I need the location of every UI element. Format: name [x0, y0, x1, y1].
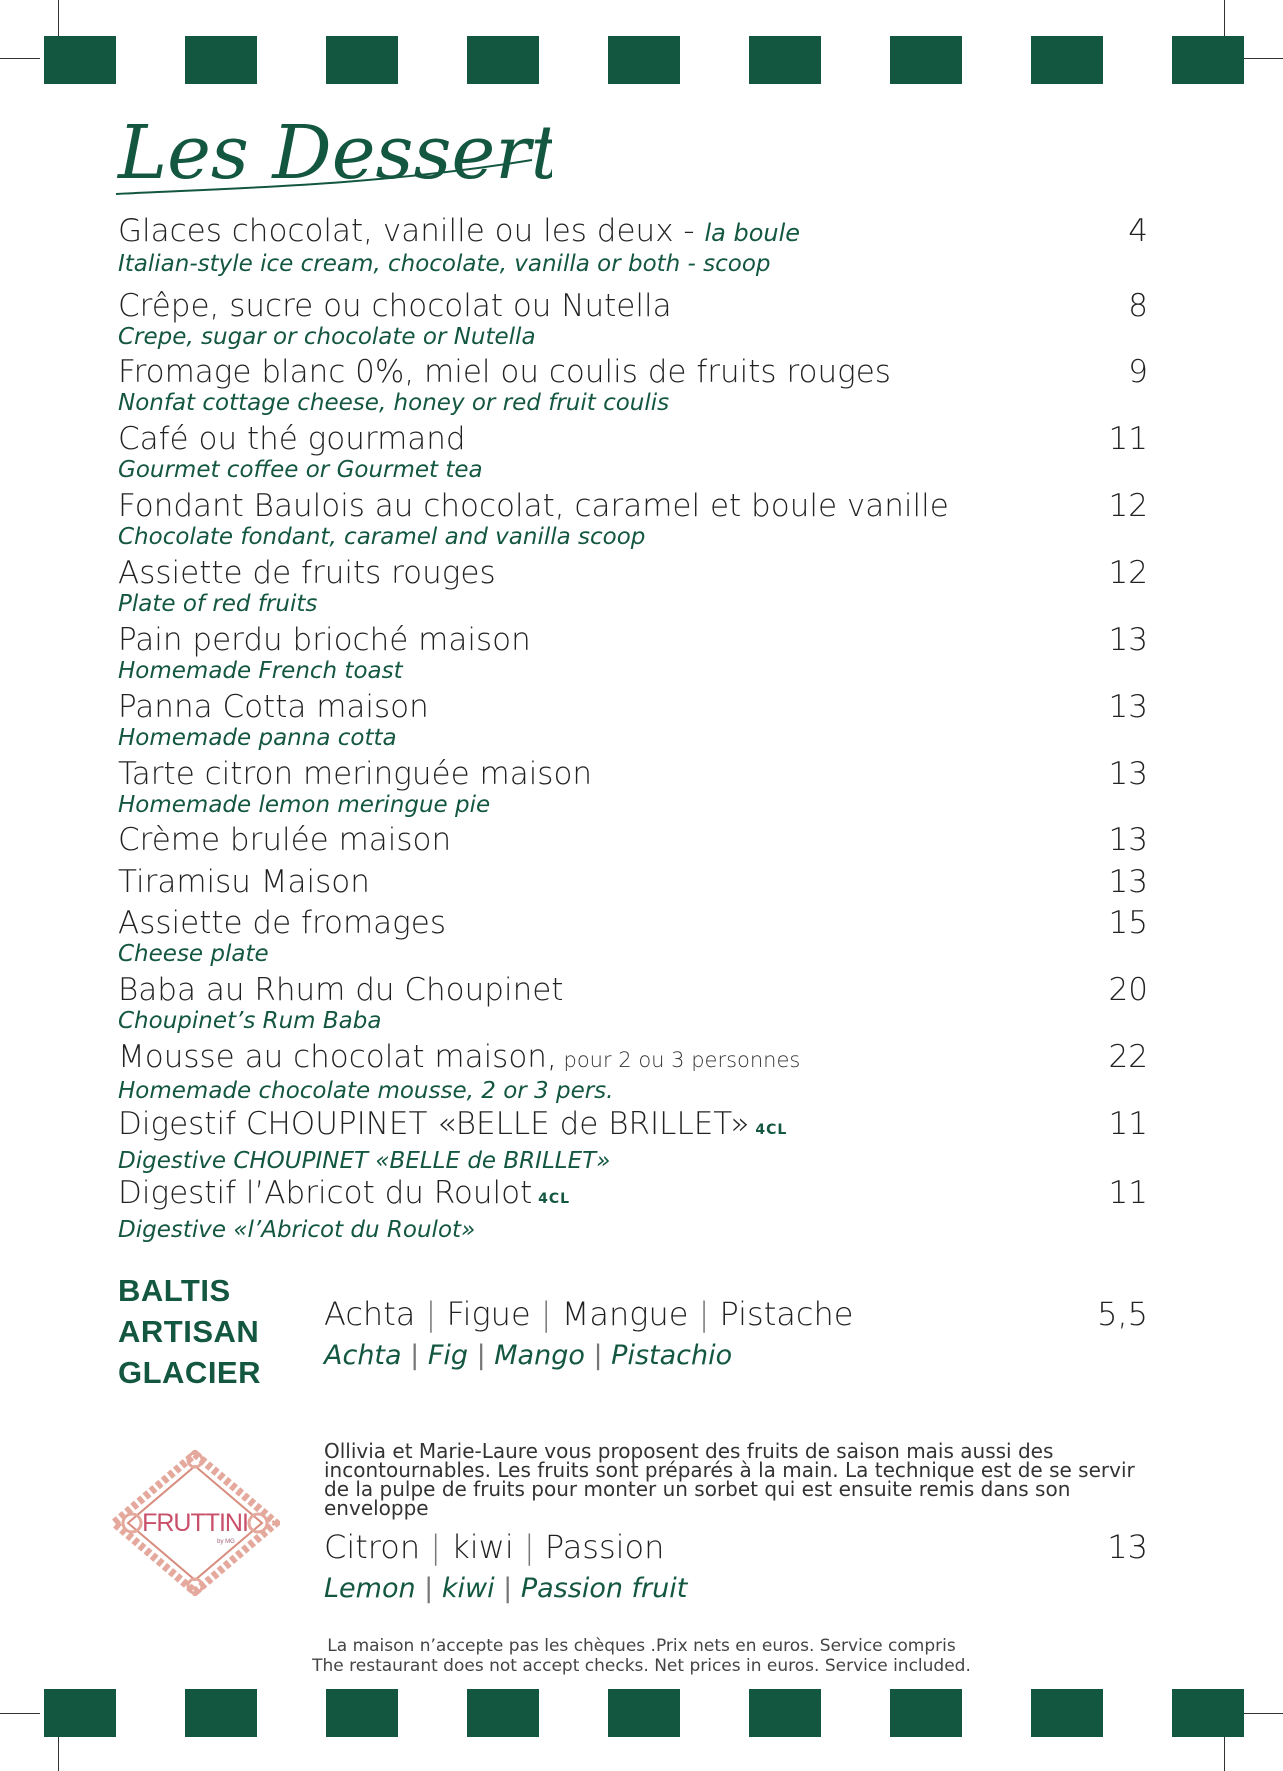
item-translation: Nonfat cottage cheese, honey or red fruit coulis: [118, 390, 670, 416]
menu-item: [118, 756, 1148, 818]
menu-item: [118, 288, 1148, 350]
top-border-band: [0, 36, 1283, 84]
item-name: Tarte citron meringuée maison: [118, 756, 593, 792]
item-translation: Crepe, sugar or chocolate or Nutella: [118, 324, 536, 350]
item-price: 13: [1108, 622, 1148, 658]
item-note: la boule: [704, 219, 801, 247]
baltis-line: ARTISAN: [118, 1314, 260, 1349]
menu-item: [118, 1175, 1148, 1243]
item-name: Crêpe, sucre ou chocolat ou Nutella: [118, 288, 672, 324]
bottom-border-band: [0, 1689, 1283, 1737]
crop-mark: [1224, 0, 1225, 40]
border-square: [326, 36, 398, 84]
item-translation: Italian-style ice cream, chocolate, vanilla or both - scoop: [118, 251, 771, 277]
item-name: Assiette de fromages: [118, 905, 446, 941]
item-price: 11: [1108, 421, 1148, 457]
crop-mark: [1224, 1731, 1225, 1771]
item-price: 22: [1108, 1039, 1148, 1075]
item-price: 12: [1108, 555, 1148, 591]
border-square: [44, 36, 116, 84]
item-translation: Gourmet coffee or Gourmet tea: [118, 457, 483, 483]
item-price: 13: [1108, 689, 1148, 725]
flavor-en: Mango: [494, 1340, 585, 1371]
border-square: [44, 1689, 116, 1737]
item-name: Fondant Baulois au chocolat, caramel et boule vanille: [118, 488, 949, 524]
baltis-flavors: Achta | Figue | Mangue | Pistache Achta | Fig | Mango | Pistachio 5,5: [324, 1295, 1148, 1371]
border-square: [749, 36, 821, 84]
item-name: Panna Cotta maison: [118, 689, 429, 725]
item-name: Café ou thé gourmand: [118, 421, 466, 457]
flavor-fr: Citron: [324, 1528, 421, 1566]
item-name: Tiramisu Maison: [118, 864, 370, 900]
item-price: 4: [1128, 213, 1148, 249]
menu-item: [118, 864, 1148, 900]
item-translation: Homemade panna cotta: [118, 725, 397, 751]
page-title: [112, 98, 552, 210]
border-square: [185, 36, 257, 84]
flavor-fr: Achta: [324, 1295, 416, 1333]
menu-item: [118, 421, 1148, 483]
border-square: [1172, 1689, 1244, 1737]
item-price: 8: [1128, 288, 1148, 324]
item-price: 12: [1108, 488, 1148, 524]
item-translation: Choupinet’s Rum Baba: [118, 1008, 382, 1034]
crop-mark: [58, 1731, 59, 1771]
footer-line-fr: La maison n’accepte pas les chèques .Prix nets en euros. Service compris: [327, 1636, 956, 1656]
footer-note: [0, 1636, 1283, 1676]
border-square: [749, 1689, 821, 1737]
item-note: pour 2 ou 3 personnes: [556, 1048, 801, 1072]
title-text: Les Desserts: [118, 110, 552, 196]
item-name: Crème brulée maison: [118, 822, 452, 858]
item-price: 11: [1108, 1175, 1148, 1211]
border-square: [608, 1689, 680, 1737]
flavor-fr: Figue: [446, 1295, 531, 1333]
border-square: [185, 1689, 257, 1737]
item-price: 9: [1128, 354, 1148, 390]
item-translation: Digestive CHOUPINET «BELLE de BRILLET»: [118, 1148, 611, 1174]
item-price: 13: [1108, 822, 1148, 858]
menu-item: [118, 354, 1148, 416]
baltis-line: GLACIER: [118, 1355, 261, 1390]
item-translation: Homemade chocolate mousse, 2 or 3 pers.: [118, 1078, 614, 1104]
flavor-en: Lemon: [324, 1573, 416, 1604]
item-price: 15: [1108, 905, 1148, 941]
item-price: 20: [1108, 972, 1148, 1008]
border-square: [1031, 36, 1103, 84]
item-name: Baba au Rhum du Choupinet: [118, 972, 564, 1008]
footer-line-en: The restaurant does not accept checks. Net prices in euros. Service included.: [312, 1656, 971, 1676]
border-square: [608, 36, 680, 84]
item-volume: 4CL: [749, 1122, 788, 1138]
flavor-fr: Passion: [544, 1528, 665, 1566]
border-square: [1172, 36, 1244, 84]
item-translation: Homemade French toast: [118, 658, 403, 684]
item-name: Assiette de fruits rouges: [118, 555, 496, 591]
item-name: Digestif CHOUPINET «BELLE de BRILLET»: [118, 1106, 750, 1142]
item-name: Fromage blanc 0%, miel ou coulis de fruits rouges: [118, 354, 891, 390]
item-translation: Chocolate fondant, caramel and vanilla scoop: [118, 524, 646, 550]
flavor-en: Passion fruit: [520, 1573, 688, 1604]
item-translation: Plate of red fruits: [118, 591, 318, 617]
border-square: [326, 1689, 398, 1737]
menu-item: [118, 972, 1148, 1034]
menu-item: [118, 1039, 1148, 1104]
fruttini-logo-text: FRUTTINI: [142, 1509, 248, 1537]
menu-item: [118, 622, 1148, 684]
item-translation: Digestive «l’Abricot du Roulot»: [118, 1217, 476, 1243]
fruttini-description: Ollivia et Marie-Laure vous proposent des fruits de saison mais aussi des incontournables. Les fruits sont préparés à la main. La technique est de se servir de la pulpe de fruits pour monter un sorbet qui est ensuite remis dans son enveloppe: [324, 1439, 1135, 1520]
border-square: [890, 36, 962, 84]
flavor-fr: kiwi: [451, 1528, 514, 1566]
flavor-fr: Pistache: [719, 1295, 854, 1333]
baltis-price: 5,5: [1097, 1295, 1148, 1333]
item-name: Glaces chocolat, vanille ou les deux -: [118, 213, 705, 249]
menu-item: [118, 689, 1148, 751]
menu-item: [118, 488, 1148, 550]
item-name: Mousse au chocolat maison,: [118, 1039, 557, 1075]
item-name: Digestif l’Abricot du Roulot: [118, 1175, 533, 1211]
menu-item: [118, 822, 1148, 858]
fruttini-price: 13: [1107, 1528, 1148, 1566]
menu-item: [118, 213, 1148, 277]
menu-item: [118, 905, 1148, 967]
crop-mark: [58, 0, 59, 40]
baltis-brand: [118, 1270, 261, 1393]
item-volume: 4CL: [532, 1191, 571, 1207]
border-square: [890, 1689, 962, 1737]
fruttini-logo-sub: by MG: [217, 1539, 235, 1545]
item-name: Pain perdu brioché maison: [118, 622, 531, 658]
item-translation: Homemade lemon meringue pie: [118, 792, 491, 818]
title-lettering: [112, 98, 552, 210]
flavor-en: kiwi: [441, 1573, 495, 1604]
item-price: 11: [1108, 1106, 1148, 1142]
item-price: 13: [1108, 756, 1148, 792]
fruttini-flavors: Citron | kiwi | Passion Lemon | kiwi | Passion fruit 13: [324, 1528, 1148, 1604]
baltis-line: BALTIS: [118, 1273, 231, 1308]
menu-item: [118, 1106, 1148, 1174]
flavor-en: Achta: [324, 1340, 402, 1371]
item-translation: Cheese plate: [118, 941, 269, 967]
border-square: [1031, 1689, 1103, 1737]
flavor-fr: Mangue: [561, 1295, 689, 1333]
border-square: [467, 1689, 539, 1737]
border-square: [467, 36, 539, 84]
menu-item: [118, 555, 1148, 617]
flavor-en: Fig: [427, 1340, 468, 1371]
flavor-en: Pistachio: [611, 1340, 733, 1371]
item-price: 13: [1108, 864, 1148, 900]
fruttini-logo: [110, 1450, 280, 1596]
